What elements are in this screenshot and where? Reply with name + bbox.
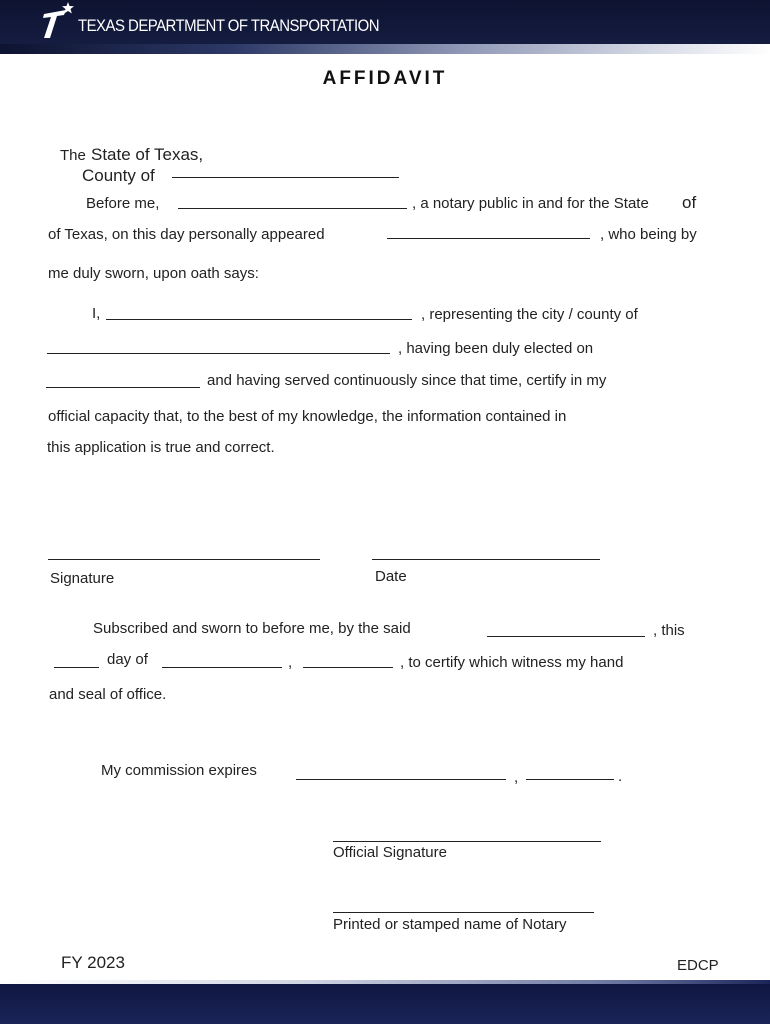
application-text: this application is true and correct. bbox=[47, 439, 275, 456]
venue-county-label: County of bbox=[82, 166, 155, 185]
county-field[interactable] bbox=[172, 177, 399, 178]
venue-state: State of Texas, bbox=[91, 145, 204, 164]
of-texas-text: of Texas, on this day personally appeared bbox=[48, 226, 325, 243]
printed-name-label: Printed or stamped name of Notary bbox=[333, 916, 567, 933]
elected-text: , having been duly elected on bbox=[398, 340, 594, 357]
who-being-text: , who being by bbox=[600, 226, 697, 243]
venue-the: The bbox=[60, 147, 86, 164]
notary-name-field[interactable] bbox=[178, 208, 407, 209]
commission-period: . bbox=[618, 768, 623, 785]
header-stripe bbox=[0, 44, 770, 54]
notary-public-text: , a notary public in and for the State bbox=[412, 195, 649, 212]
jurat-comma: , bbox=[288, 654, 293, 671]
date-label: Date bbox=[375, 568, 407, 585]
day-field[interactable] bbox=[54, 667, 99, 668]
year-field[interactable] bbox=[303, 667, 393, 668]
this-text: , this bbox=[653, 622, 685, 639]
said-name-field[interactable] bbox=[487, 636, 645, 637]
day-of-text: day of bbox=[107, 651, 148, 668]
notary-printed-name-field[interactable] bbox=[333, 912, 594, 913]
duly-sworn-text: me duly sworn, upon oath says: bbox=[48, 265, 259, 282]
certify-text: , to certify which witness my hand bbox=[400, 654, 624, 671]
page-footer-bar bbox=[0, 984, 770, 1024]
commission-comma: , bbox=[514, 769, 519, 786]
official-name-field[interactable] bbox=[106, 319, 412, 320]
seal-text: and seal of office. bbox=[49, 686, 167, 703]
of-text: of bbox=[682, 193, 697, 212]
fiscal-year: FY 2023 bbox=[61, 953, 125, 972]
signature-field[interactable] bbox=[48, 559, 320, 560]
agency-name: TEXAS DEPARTMENT OF TRANSPORTATION bbox=[78, 16, 379, 35]
i-label: I, bbox=[92, 305, 101, 322]
commission-date-field[interactable] bbox=[296, 779, 506, 780]
representing-text: , representing the city / county of bbox=[421, 306, 638, 323]
date-field[interactable] bbox=[372, 559, 600, 560]
page-title: AFFIDAVIT bbox=[322, 68, 448, 89]
txdot-t-star-icon bbox=[40, 2, 76, 40]
official-signature-field[interactable] bbox=[333, 841, 601, 842]
city-county-field[interactable] bbox=[47, 353, 390, 354]
commission-label: My commission expires bbox=[101, 762, 257, 779]
official-signature-label: Official Signature bbox=[333, 844, 447, 861]
subscribed-text: Subscribed and sworn to before me, by the said bbox=[93, 620, 411, 637]
program-code: EDCP bbox=[677, 957, 719, 974]
commission-year-field[interactable] bbox=[526, 779, 614, 780]
capacity-text: official capacity that, to the best of my knowledge, the information contained in bbox=[48, 408, 567, 425]
served-text: and having served continuously since that time, certify in my bbox=[207, 372, 607, 389]
before-me-label: Before me, bbox=[86, 195, 160, 212]
election-date-field[interactable] bbox=[46, 387, 200, 388]
month-field[interactable] bbox=[162, 667, 282, 668]
signature-label: Signature bbox=[50, 570, 115, 587]
affiant-name-field[interactable] bbox=[387, 238, 590, 239]
